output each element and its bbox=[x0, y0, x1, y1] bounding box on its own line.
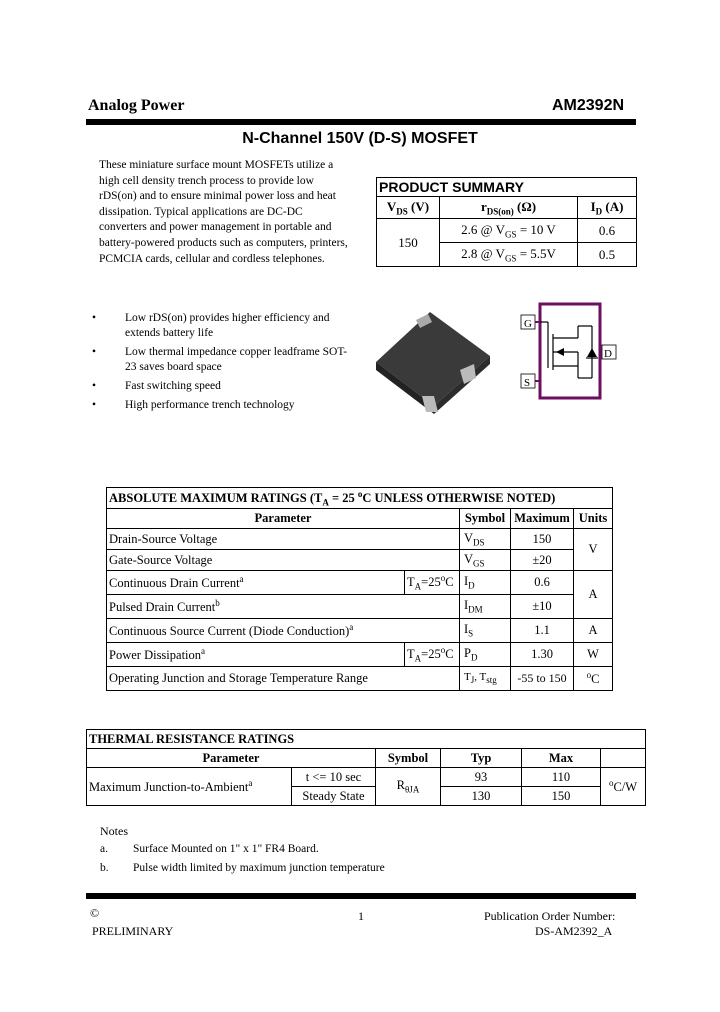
copyright-symbol: © bbox=[90, 906, 100, 920]
ps-header-id: $I_D$ (A) bbox=[578, 197, 637, 219]
list-item: • High performance trench technology bbox=[92, 399, 295, 411]
thermal-header-symbol: Symbol bbox=[376, 749, 441, 768]
thermal-symbol: $R_{\theta JA}$ bbox=[376, 768, 441, 806]
note-b: Pulse width limited by maximum junction temperature bbox=[133, 862, 385, 874]
thermal-resistance-table bbox=[86, 729, 646, 806]
mosfet-schematic-symbol bbox=[518, 302, 620, 402]
header-rule bbox=[86, 119, 636, 125]
abs-max-title: ABSOLUTE MAXIMUM RATINGS ($T_A = 25$ $^o$C UNLESS OTHERWISE NOTED) bbox=[107, 488, 613, 509]
abs-max-unit-w: W bbox=[574, 643, 613, 667]
sot23-package-illustration bbox=[368, 300, 494, 418]
abs-max-symbol: $I_{DM}$ bbox=[460, 595, 511, 619]
abs-max-param: Continuous Source Current (Diode Conduction)$^a$ bbox=[107, 619, 460, 643]
abs-max-value: 0.6 bbox=[511, 571, 574, 595]
abs-max-value: -55 to 150 bbox=[511, 667, 574, 691]
pin-label-source: S bbox=[524, 377, 531, 389]
part-number: AM2392N bbox=[552, 97, 625, 114]
thermal-cond: t <= 10 sec bbox=[292, 768, 376, 787]
thermal-units: $^o$C/W bbox=[601, 768, 646, 806]
abs-max-value: 1.1 bbox=[511, 619, 574, 643]
feature-list bbox=[92, 311, 352, 413]
list-item: • Low rDS(on) provides higher efficiency and extends battery life bbox=[92, 312, 330, 339]
footer-rule bbox=[86, 893, 636, 899]
pin-label-gate: G bbox=[524, 318, 532, 330]
abs-max-unit-a: A bbox=[574, 619, 613, 643]
abs-max-header-symbol: Symbol bbox=[460, 509, 511, 529]
page-title: N-Channel 150V (D-S) MOSFET bbox=[242, 130, 478, 147]
ps-rds-1: 2.6 @ $V_{GS} = 10$ V bbox=[440, 219, 578, 243]
thermal-max: 110 bbox=[522, 768, 601, 787]
thermal-header-max: Max bbox=[522, 749, 601, 768]
abs-max-value: ±10 bbox=[511, 595, 574, 619]
abs-max-header-units: Units bbox=[574, 509, 613, 529]
thermal-typ: 93 bbox=[441, 768, 522, 787]
thermal-max: 150 bbox=[522, 787, 601, 806]
absolute-maximum-ratings-table bbox=[106, 487, 613, 691]
thermal-cond: Steady State bbox=[292, 787, 376, 806]
abs-max-value: 1.30 bbox=[511, 643, 574, 667]
abs-max-symbol: $V_{GS}$ bbox=[460, 550, 511, 571]
description: These miniature surface mount MOSFETs utilize a high cell density trench process to provide low rDS(on) and to ensure minimal power loss and heat dissipation. Typical applications are DC-DC converters and power management in portable and battery-powered products such as computers, printers, PCMCIA cards, cellular and cordless telephones. bbox=[99, 159, 348, 265]
publication-label: Publication Order Number: bbox=[484, 909, 616, 923]
abs-max-value: 150 bbox=[511, 529, 574, 550]
notes-title: Notes bbox=[100, 824, 128, 838]
abs-max-symbol: $V_{DS}$ bbox=[460, 529, 511, 550]
thermal-param: Maximum Junction-to-Ambient$^a$ bbox=[87, 768, 292, 806]
abs-max-unit-c: $^o$C bbox=[574, 667, 613, 691]
ps-header-rds: $r_{DS(on)}$ (Ω) bbox=[440, 197, 578, 219]
thermal-header-parameter: Parameter bbox=[87, 749, 376, 768]
thermal-title: THERMAL RESISTANCE RATINGS bbox=[87, 730, 646, 749]
abs-max-symbol: $T_J$, $T_{stg}$ bbox=[460, 667, 511, 691]
page-number: 1 bbox=[358, 909, 364, 923]
abs-max-condition: $T_A=25^oC$ bbox=[405, 571, 460, 595]
abs-max-condition: $T_A=25^oC$ bbox=[405, 643, 460, 667]
company-name: Analog Power bbox=[88, 97, 185, 114]
abs-max-param: Gate-Source Voltage bbox=[107, 550, 460, 571]
list-item: • Low thermal impedance copper leadframe SOT-23 saves board space bbox=[92, 346, 348, 373]
list-item: • Fast switching speed bbox=[92, 380, 221, 392]
abs-max-param: Continuous Drain Current$^a$ bbox=[107, 571, 405, 595]
abs-max-param: Operating Junction and Storage Temperature Range bbox=[107, 667, 460, 691]
ps-vds: 150 bbox=[377, 219, 440, 267]
product-summary-title: PRODUCT SUMMARY bbox=[377, 178, 637, 197]
abs-max-unit-a: A bbox=[574, 571, 613, 619]
note-b-label: b. bbox=[100, 862, 109, 874]
abs-max-header-parameter: Parameter bbox=[107, 509, 460, 529]
abs-max-symbol: $I_S$ bbox=[460, 619, 511, 643]
thermal-header-units bbox=[601, 749, 646, 768]
abs-max-header-maximum: Maximum bbox=[511, 509, 574, 529]
preliminary-label: PRELIMINARY bbox=[92, 924, 174, 938]
abs-max-param: Drain-Source Voltage bbox=[107, 529, 460, 550]
publication-number: DS-AM2392_A bbox=[535, 924, 613, 938]
thermal-typ: 130 bbox=[441, 787, 522, 806]
product-summary-table bbox=[376, 177, 637, 267]
note-a-label: a. bbox=[100, 843, 108, 855]
ps-id-2: 0.5 bbox=[578, 243, 637, 267]
abs-max-param: Power Dissipation$^a$ bbox=[107, 643, 405, 667]
abs-max-unit-v: V bbox=[574, 529, 613, 571]
ps-id-1: 0.6 bbox=[578, 219, 637, 243]
abs-max-symbol: $I_D$ bbox=[460, 571, 511, 595]
ps-header-vds: $V_{DS}$ (V) bbox=[377, 197, 440, 219]
pin-label-drain: D bbox=[604, 348, 612, 360]
note-a: Surface Mounted on 1" x 1" FR4 Board. bbox=[133, 843, 319, 855]
ps-rds-2: 2.8 @ $V_{GS} = 5.5V$ bbox=[440, 243, 578, 267]
thermal-header-typ: Typ bbox=[441, 749, 522, 768]
abs-max-symbol: $P_D$ bbox=[460, 643, 511, 667]
abs-max-value: ±20 bbox=[511, 550, 574, 571]
abs-max-param: Pulsed Drain Current$^b$ bbox=[107, 595, 460, 619]
